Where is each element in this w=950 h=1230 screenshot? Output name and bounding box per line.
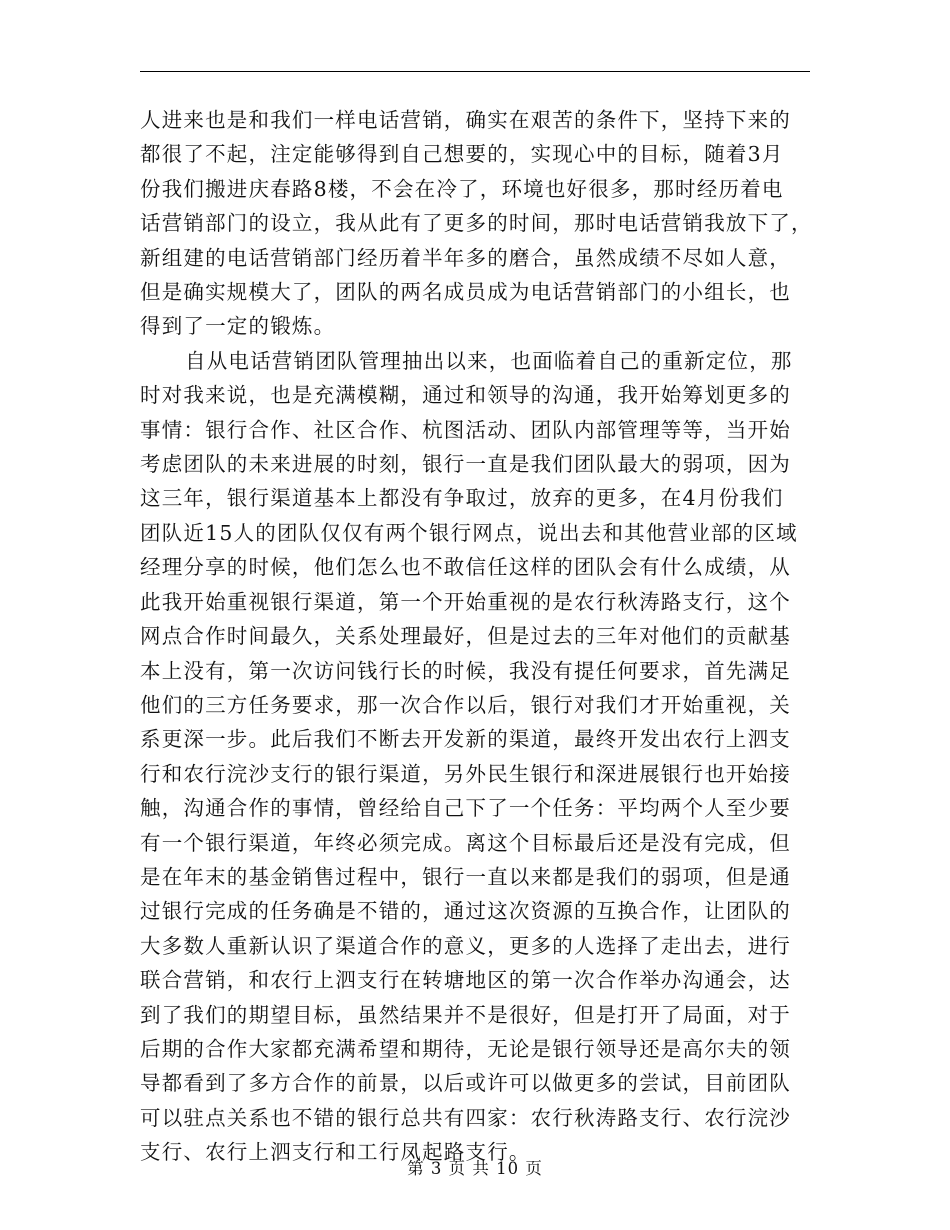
text-line: 人进来也是和我们一样电话营销，确实在艰苦的条件下，坚持下来的 (140, 108, 791, 132)
text-line: 触，沟通合作的事情，曾经给自己下了一个任务：平均两个人至少要 (140, 796, 791, 821)
body-text (140, 103, 813, 1170)
text-line: 过银行完成的任务确是不错的，通过这次资源的互换合作，让团队的 (140, 899, 791, 924)
paragraph-1 (140, 103, 813, 344)
text-line: 但是确实规模大了，团队的两名成员成为电话营销部门的小组长，也 (140, 280, 791, 305)
text-line: 时对我来说，也是充满模糊，通过和领导的沟通，我开始筹划更多的 (140, 383, 791, 408)
text-line: 他们的三方任务要求，那一次合作以后，银行对我们才开始重视，关 (140, 692, 791, 717)
header-rule (140, 71, 810, 72)
text-line: 考虑团队的未来进展的时刻，银行一直是我们团队最大的弱项，因为 (140, 452, 791, 477)
text-line: 联合营销，和农行上泗支行在转塘地区的第一次合作举办沟通会，达 (140, 968, 791, 993)
page-footer: 第 3 页 共 10 页 (407, 1159, 543, 1178)
paragraph-2 (140, 344, 810, 1170)
text-line: 后期的合作大家都充满希望和期待，无论是银行领导还是高尔夫的领 (140, 1036, 791, 1061)
text-line: 自从电话营销团队管理抽出以来，也面临着自己的重新定位，那 (185, 348, 793, 373)
text-line: 是在年末的基金销售过程中，银行一直以来都是我们的弱项，但是通 (140, 864, 791, 889)
text-line: 都很了不起，注定能够得到自己想要的，实现心中的目标，随着3月 (140, 142, 784, 167)
text-line: 支行、农行上泗支行和工行凤起路支行。 (140, 1140, 531, 1165)
text-line: 话营销部门的设立，我从此有了更多的时间，那时电话营销我放下了， (140, 211, 813, 236)
text-line: 网点合作时间最久，关系处理最好，但是过去的三年对他们的贡献基 (140, 624, 791, 649)
text-line: 有一个银行渠道，年终必须完成。离这个目标最后还是没有完成，但 (140, 830, 791, 855)
text-line: 导都看到了多方合作的前景，以后或许可以做更多的尝试，目前团队 (140, 1071, 791, 1096)
text-line: 份我们搬进庆春路8楼，不会在冷了，环境也好很多，那时经历着电 (140, 176, 784, 201)
text-line: 大多数人重新认识了渠道合作的意义，更多的人选择了走出去，进行 (140, 933, 791, 958)
text-line: 经理分享的时候，他们怎么也不敢信任这样的团队会有什么成绩，从 (140, 555, 791, 580)
text-line: 得到了一定的锻炼。 (140, 314, 336, 339)
text-line: 此我开始重视银行渠道，第一个开始重视的是农行秋涛路支行，这个 (140, 589, 791, 614)
text-line: 这三年，银行渠道基本上都没有争取过，放弃的更多，在4月份我们 (140, 486, 784, 511)
text-line: 行和农行浣沙支行的银行渠道，另外民生银行和深进展银行也开始接 (140, 761, 791, 786)
text-line: 团队近15人的团队仅仅有两个银行网点，说出去和其他营业部的区域 (140, 520, 798, 545)
text-line: 本上没有，第一次访问钱行长的时候，我没有提任何要求，首先满足 (140, 658, 791, 683)
text-line: 可以驻点关系也不错的银行总共有四家：农行秋涛路支行、农行浣沙 (140, 1105, 791, 1130)
text-line: 到了我们的期望目标，虽然结果并不是很好，但是打开了局面，对于 (140, 1002, 791, 1027)
text-line: 事情：银行合作、社区合作、杭图活动、团队内部管理等等，当开始 (140, 417, 791, 442)
text-line: 新组建的电话营销部门经历着半年多的磨合，虽然成绩不尽如人意， (140, 245, 791, 270)
text-line: 系更深一步。此后我们不断去开发新的渠道，最终开发出农行上泗支 (140, 727, 791, 752)
